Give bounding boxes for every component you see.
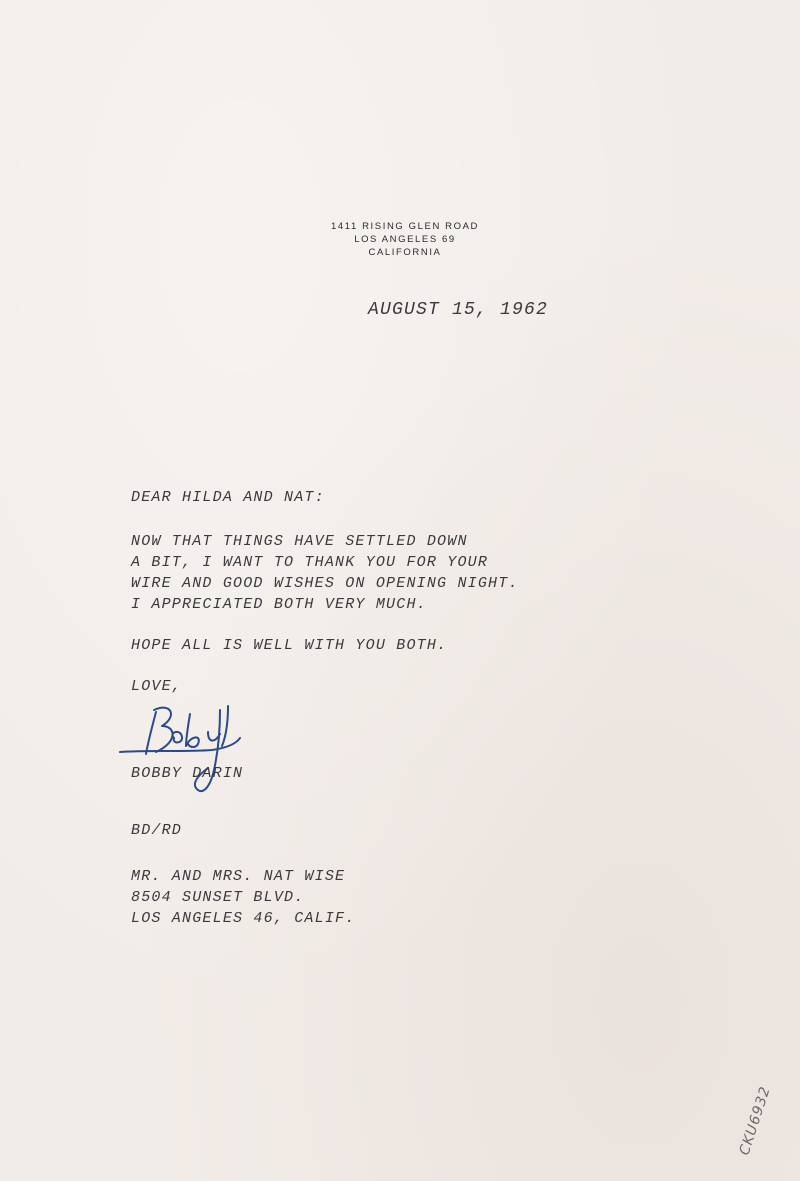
letter-date: AUGUST 15, 1962 — [368, 300, 549, 320]
letterhead-city: LOS ANGELES 69 — [354, 234, 456, 245]
body-line: HOPE ALL IS WELL WITH YOU BOTH. — [131, 637, 448, 654]
letterhead-street: 1411 RISING GLEN ROAD — [331, 221, 479, 232]
letterhead-state: CALIFORNIA — [368, 247, 442, 258]
body-line: I APPRECIATED BOTH VERY MUCH. — [131, 596, 427, 613]
svg-text:CKU6932: CKU6932 — [736, 1084, 774, 1158]
closing: LOVE, — [131, 678, 183, 695]
handwritten-signature — [116, 692, 256, 802]
body-line: WIRE AND GOOD WISHES ON OPENING NIGHT. — [131, 575, 519, 592]
recipient-address-line: MR. AND MRS. NAT WISE — [131, 868, 346, 885]
pencil-catalog-mark — [724, 1070, 794, 1160]
typed-signature-name: BOBBY DARIN — [131, 765, 244, 782]
reference-initials: BD/RD — [131, 822, 183, 839]
body-line: NOW THAT THINGS HAVE SETTLED DOWN — [131, 533, 468, 550]
recipient-address-line: LOS ANGELES 46, CALIF. — [131, 910, 356, 927]
letterhead-address — [280, 220, 530, 259]
salutation: DEAR HILDA AND NAT: — [131, 489, 325, 506]
body-line: A BIT, I WANT TO THANK YOU FOR YOUR — [131, 554, 489, 571]
recipient-address-line: 8504 SUNSET BLVD. — [131, 889, 305, 906]
